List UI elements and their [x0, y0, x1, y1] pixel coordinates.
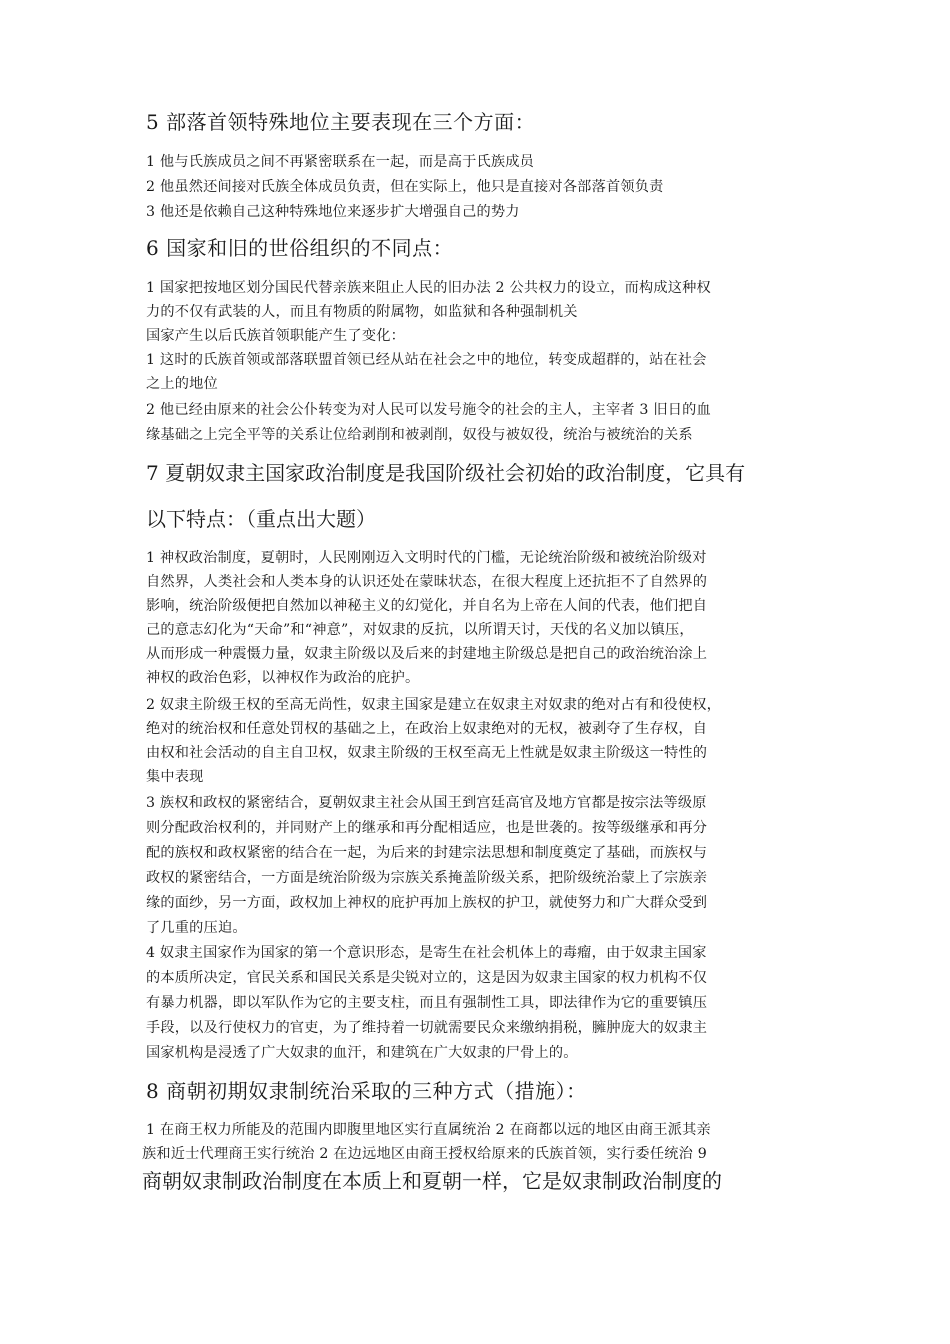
- section-6-line: 之上的地位: [146, 376, 218, 392]
- section-8-line: 1 在商王权力所能及的范围内即腹里地区实行直属统治 2 在商都以远的地区由商王派其亲: [146, 1122, 711, 1138]
- section-6-heading: 6 国家和旧的世俗组织的不同点：: [146, 236, 454, 260]
- section-7-line: 有暴力机器，即以军队作为它的主要支柱，而且有强制性工具，即法律作为它的重要镇压: [146, 995, 708, 1011]
- section-7-heading-line-1: 7 夏朝奴隶主国家政治制度是我国阶级社会初始的政治制度，它具有: [146, 461, 746, 485]
- section-7-line: 集中表现: [146, 769, 204, 785]
- section-7-line: 了几重的压迫。: [146, 920, 247, 936]
- section-6-line: 1 国家把按地区划分国民代替亲族来阻止人民的旧办法 2 公共权力的设立，而构成这种权: [146, 280, 711, 296]
- section-7-line: 则分配政治权利的，并同财产上的继承和再分配相适应，也是世袭的。按等级继承和再分: [146, 820, 708, 836]
- section-6-line: 力的不仅有武装的人，而且有物质的附属物，如监狱和各种强制机关: [146, 304, 578, 320]
- section-7-line: 3 族权和政权的紧密结合，夏朝奴隶主社会从国王到宫廷高官及地方官都是按宗法等级原: [146, 795, 707, 811]
- section-7-heading-line-2: 以下特点：（重点出大题）: [146, 507, 376, 531]
- section-7-line: 的本质所决定，官民关系和国民关系是尖锐对立的，这是因为奴隶主国家的权力机构不仅: [146, 970, 708, 986]
- section-9-heading-fragment: 商朝奴隶制政治制度在本质上和夏朝一样，它是奴隶制政治制度的: [142, 1169, 722, 1193]
- section-7-line: 神权的政治色彩，以神权作为政治的庇护。: [146, 670, 420, 686]
- section-8-line: 族和近士代理商王实行统治 2 在边远地区由商王授权给原来的氏族首领，实行委任统治 9: [142, 1146, 707, 1162]
- section-6-line: 国家产生以后氏族首领职能产生了变化：: [146, 328, 405, 344]
- section-6-line: 缘基础之上完全平等的关系让位给剥削和被剥削，奴役与被奴役，统治与被统治的关系: [146, 427, 693, 443]
- section-5-line: 1 他与氏族成员之间不再紧密联系在一起，而是高于氏族成员: [146, 154, 535, 170]
- section-5-line: 3 他还是依赖自己这种特殊地位来逐步扩大增强自己的势力: [146, 204, 520, 220]
- section-7-line: 从而形成一种震慑力量，奴隶主阶级以及后来的封建地主阶级总是把自己的政治统治涂上: [146, 646, 708, 662]
- section-7-line: 1 神权政治制度，夏朝时，人民刚刚迈入文明时代的门槛，无论统治阶级和被统治阶级对: [146, 550, 707, 566]
- section-6-line: 1 这时的氏族首领或部落联盟首领已经从站在社会之中的地位，转变成超群的，站在社会: [146, 352, 707, 368]
- section-7-line: 手段，以及行使权力的官吏，为了维持着一切就需要民众来缴纳捐税，臃肿庞大的奴隶主: [146, 1020, 708, 1036]
- section-6-line: 2 他已经由原来的社会公仆转变为对人民可以发号施令的社会的主人，主宰者 3 旧日的血: [146, 402, 711, 418]
- section-7-line: 影响，统治阶级便把自然加以神秘主义的幻觉化，并自名为上帝在人间的代表，他们把自: [146, 598, 708, 614]
- section-7-line: 配的族权和政权紧密的结合在一起，为后来的封建宗法思想和制度奠定了基础，而族权与: [146, 845, 708, 861]
- section-5-line: 2 他虽然还间接对氏族全体成员负责，但在实际上，他只是直接对各部落首领负责: [146, 179, 664, 195]
- section-7-line: 国家机构是浸透了广大奴隶的血汗，和建筑在广大奴隶的尸骨上的。: [146, 1045, 578, 1061]
- section-7-line: 政权的紧密结合，一方面是统治阶级为宗族关系掩盖阶级关系，把阶级统治蒙上了宗族亲: [146, 870, 708, 886]
- section-7-line: 由权和社会活动的自主自卫权，奴隶主阶级的王权至高无上性就是奴隶主阶级这一特性的: [146, 745, 708, 761]
- section-8-heading: 8 商朝初期奴隶制统治采取的三种方式（措施）：: [146, 1079, 587, 1103]
- section-7-line: 己的意志幻化为“天命”和“神意”，对奴隶的反抗，以所谓天讨，天伐的名义加以镇压，: [146, 622, 694, 638]
- section-7-line: 缘的面纱，另一方面，政权加上神权的庇护再加上族权的护卫，就使努力和广大群众受到: [146, 895, 708, 911]
- section-7-line: 4 奴隶主国家作为国家的第一个意识形态，是寄生在社会机体上的毒瘤，由于奴隶主国家: [146, 945, 707, 961]
- section-7-line: 自然界，人类社会和人类本身的认识还处在蒙昧状态，在很大程度上还抗拒不了自然界的: [146, 574, 708, 590]
- section-5-heading: 5 部落首领特殊地位主要表现在三个方面：: [146, 110, 536, 134]
- section-7-line: 绝对的统治权和任意处罚权的基础之上，在政治上奴隶绝对的无权，被剥夺了生存权，自: [146, 721, 708, 737]
- section-7-line: 2 奴隶主阶级王权的至高无尚性，奴隶主国家是建立在奴隶主对奴隶的绝对占有和役使权，: [146, 697, 722, 713]
